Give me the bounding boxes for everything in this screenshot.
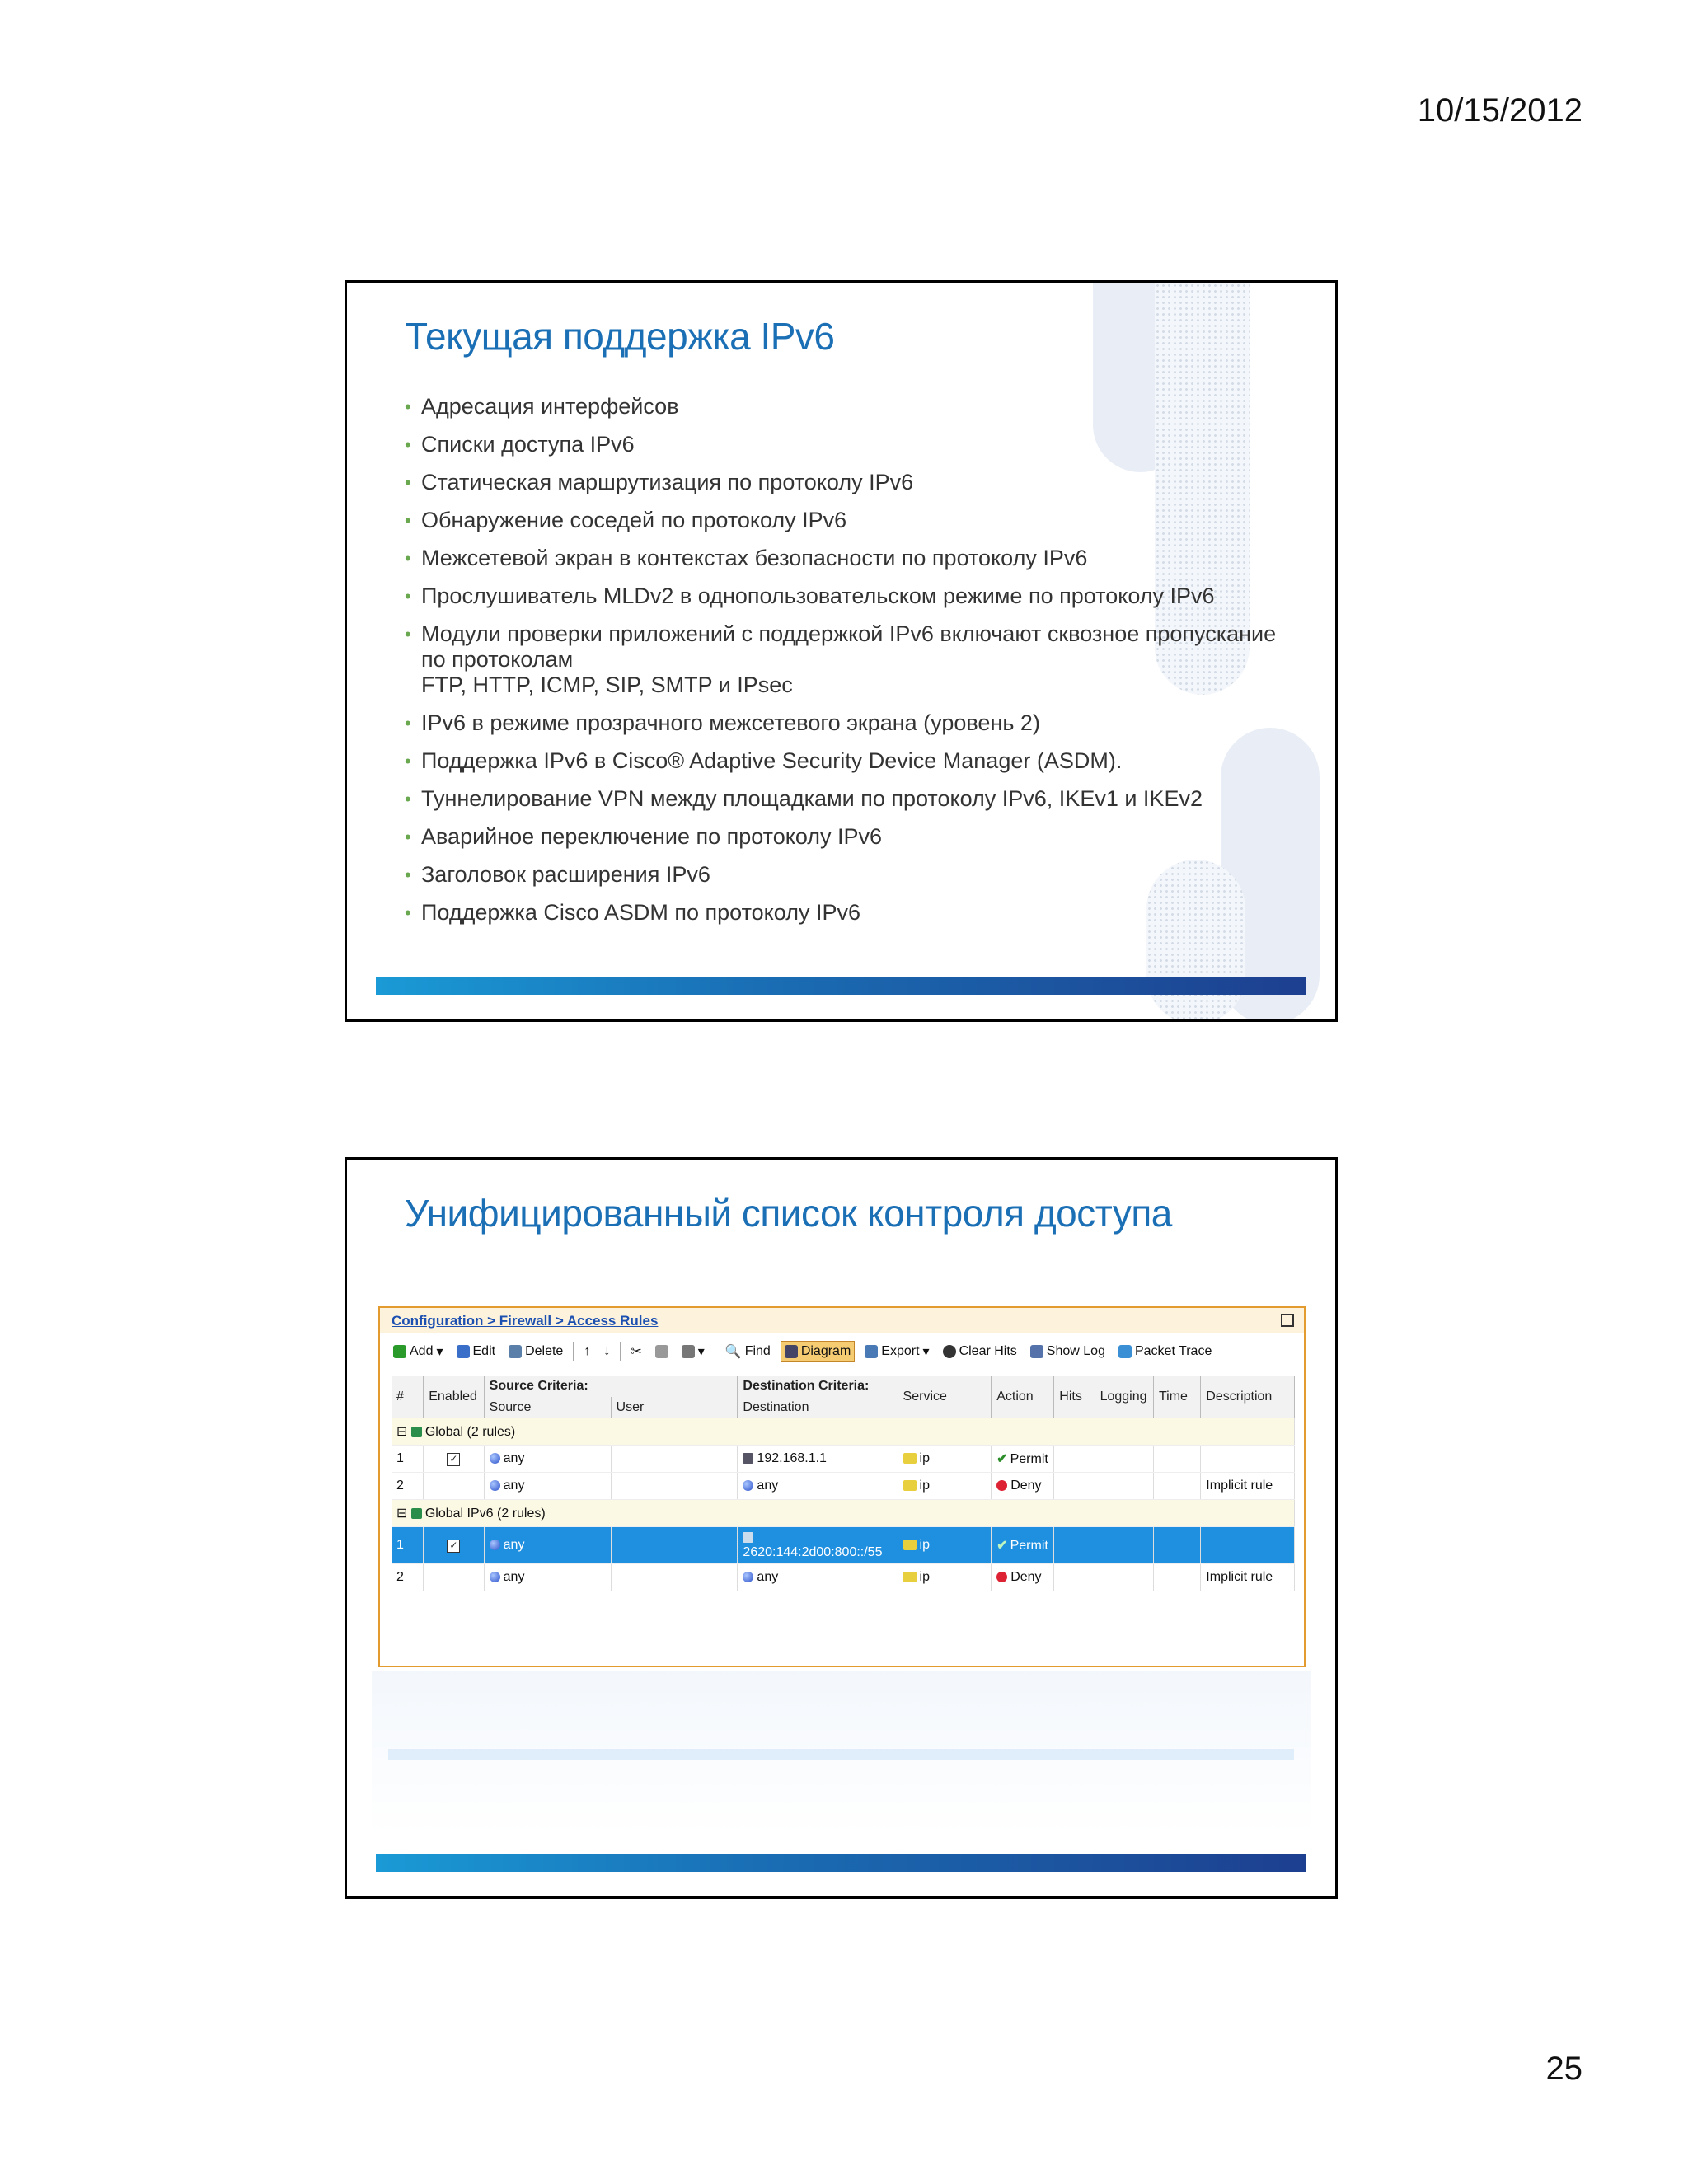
- col-user[interactable]: User: [611, 1397, 738, 1418]
- network-icon: [743, 1572, 753, 1582]
- maximize-icon[interactable]: [1281, 1314, 1294, 1327]
- host-icon: [743, 1532, 753, 1543]
- bullet-item: • Аварийное переключение по протоколу IPv6: [405, 824, 883, 849]
- col-enabled[interactable]: Enabled: [424, 1376, 484, 1418]
- packet-trace-button[interactable]: Packet Trace: [1115, 1342, 1215, 1361]
- slide-title: Унифицированный список контроля доступа: [405, 1192, 1172, 1235]
- bullet-list: [405, 394, 1278, 938]
- col-hits[interactable]: Hits: [1054, 1376, 1095, 1418]
- edit-button[interactable]: Edit: [453, 1342, 499, 1361]
- toolbar: [380, 1333, 1304, 1370]
- service-icon: [903, 1572, 917, 1582]
- global-icon: [411, 1508, 422, 1519]
- slide-title: Текущая поддержка IPv6: [405, 315, 835, 358]
- service-icon: [903, 1480, 917, 1491]
- paste-button[interactable]: ▾: [678, 1341, 708, 1362]
- bullet-item: • Заголовок расширения IPv6: [405, 862, 710, 887]
- col-source[interactable]: Source: [484, 1397, 611, 1418]
- service-icon: [903, 1540, 917, 1550]
- trace-icon: [1118, 1345, 1132, 1358]
- plus-icon: [393, 1345, 406, 1358]
- col-description[interactable]: Description: [1201, 1376, 1295, 1418]
- collapse-icon[interactable]: ⊟: [396, 1425, 408, 1439]
- slide-footer-bar: [376, 977, 1306, 995]
- collapse-icon[interactable]: ⊟: [396, 1507, 408, 1521]
- move-down-button[interactable]: ↓: [603, 1344, 611, 1358]
- col-destination[interactable]: Destination: [738, 1397, 898, 1418]
- cut-button[interactable]: ✂: [631, 1345, 642, 1359]
- table-row[interactable]: 1 ✓ any 192.168.1.1 ip ✔ Permit: [392, 1446, 1295, 1473]
- table-row[interactable]: 2 any any ip Deny Implicit rule: [392, 1473, 1295, 1500]
- bullet-item: • Туннелирование VPN между площадками по протоколу IPv6, IKEv1 и IKEv2: [405, 786, 1203, 811]
- bullet-item: • IPv6 в режиме прозрачного межсетевого экрана (уровень 2): [405, 710, 1040, 735]
- slide-footer-bar: [376, 1854, 1306, 1872]
- slide-ipv6-support: [345, 280, 1338, 1022]
- move-up-button[interactable]: ↑: [584, 1344, 591, 1358]
- network-icon: [490, 1572, 500, 1582]
- show-log-button[interactable]: Show Log: [1027, 1342, 1109, 1361]
- global-icon: [411, 1427, 422, 1437]
- col-num[interactable]: #: [392, 1376, 424, 1418]
- breadcrumb: [380, 1308, 1304, 1333]
- bullet-item: • Списки доступа IPv6: [405, 432, 635, 457]
- enabled-checkbox[interactable]: ✓: [447, 1540, 460, 1553]
- clear-icon: [943, 1345, 956, 1358]
- network-icon: [743, 1480, 753, 1491]
- asdm-access-rules-panel: [378, 1306, 1306, 1667]
- add-button[interactable]: Add ▾: [390, 1341, 447, 1362]
- export-button[interactable]: Export ▾: [861, 1341, 932, 1362]
- table-row[interactable]: 2 any any ip Deny Implicit rule: [392, 1564, 1295, 1591]
- col-destination-criteria: Destination Criteria:: [738, 1376, 898, 1397]
- bullet-item: • Обнаружение соседей по протоколу IPv6: [405, 508, 847, 532]
- bullet-item: • Статическая маршрутизация по протоколу IPv6: [405, 470, 914, 494]
- bullet-item: • Адресация интерфейсов: [405, 394, 679, 419]
- page-number: 25: [1545, 2050, 1582, 2087]
- network-icon: [490, 1540, 500, 1550]
- deny-icon: [996, 1480, 1007, 1491]
- trash-icon: [509, 1345, 522, 1358]
- group-row[interactable]: ⊟ Global (2 rules): [392, 1418, 1295, 1446]
- col-time[interactable]: Time: [1153, 1376, 1200, 1418]
- copy-button[interactable]: [652, 1343, 672, 1361]
- check-icon: ✔: [996, 1452, 1008, 1466]
- breadcrumb-link[interactable]: Configuration > Firewall > Access Rules: [392, 1313, 659, 1329]
- col-source-criteria: Source Criteria:: [484, 1376, 738, 1397]
- copy-icon: [655, 1345, 668, 1358]
- col-service[interactable]: Service: [898, 1376, 992, 1418]
- enabled-checkbox[interactable]: ✓: [447, 1453, 460, 1466]
- export-icon: [865, 1345, 878, 1358]
- deny-icon: [996, 1572, 1007, 1582]
- col-logging[interactable]: Logging: [1095, 1376, 1153, 1418]
- clear-hits-button[interactable]: Clear Hits: [940, 1342, 1020, 1361]
- bullet-item: • Модули проверки приложений с поддержкой IPv6 включают сквозное пропускание по протоколам FTP, HTTP, ICMP, SIP, SMTP и IPsec: [405, 621, 1277, 697]
- check-icon: ✔: [996, 1539, 1008, 1553]
- slide-unified-acl: [345, 1157, 1338, 1899]
- bullet-item: • Прослушиватель MLDv2 в однопользовательском режиме по протоколу IPv6: [405, 583, 1215, 608]
- edit-icon: [457, 1345, 470, 1358]
- group-row[interactable]: ⊟ Global IPv6 (2 rules): [392, 1500, 1295, 1527]
- bullet-item: • Поддержка IPv6 в Cisco® Adaptive Security Device Manager (ASDM).: [405, 748, 1123, 773]
- paste-icon: [682, 1345, 695, 1358]
- bullet-item: • Межсетевой экран в контекстах безопасности по протоколу IPv6: [405, 546, 1088, 570]
- bullet-item: • Поддержка Cisco ASDM по протоколу IPv6: [405, 900, 860, 925]
- log-icon: [1030, 1345, 1043, 1358]
- network-icon: [490, 1480, 500, 1491]
- header-date: 10/15/2012: [1417, 92, 1582, 129]
- network-icon: [490, 1453, 500, 1464]
- diagram-icon: [785, 1345, 798, 1358]
- table-row-selected[interactable]: 1 ✓ any 2620:144:2d00:800::/55 ip ✔ Permit: [392, 1527, 1295, 1564]
- access-rules-table: [392, 1376, 1295, 1591]
- col-action[interactable]: Action: [992, 1376, 1054, 1418]
- find-button[interactable]: 🔍 Find: [724, 1344, 771, 1359]
- search-icon: 🔍: [724, 1345, 742, 1359]
- reflection-effect: [372, 1671, 1311, 1835]
- delete-button[interactable]: Delete: [505, 1342, 566, 1361]
- host-icon: [743, 1453, 753, 1464]
- service-icon: [903, 1453, 917, 1464]
- diagram-button[interactable]: Diagram: [781, 1341, 855, 1362]
